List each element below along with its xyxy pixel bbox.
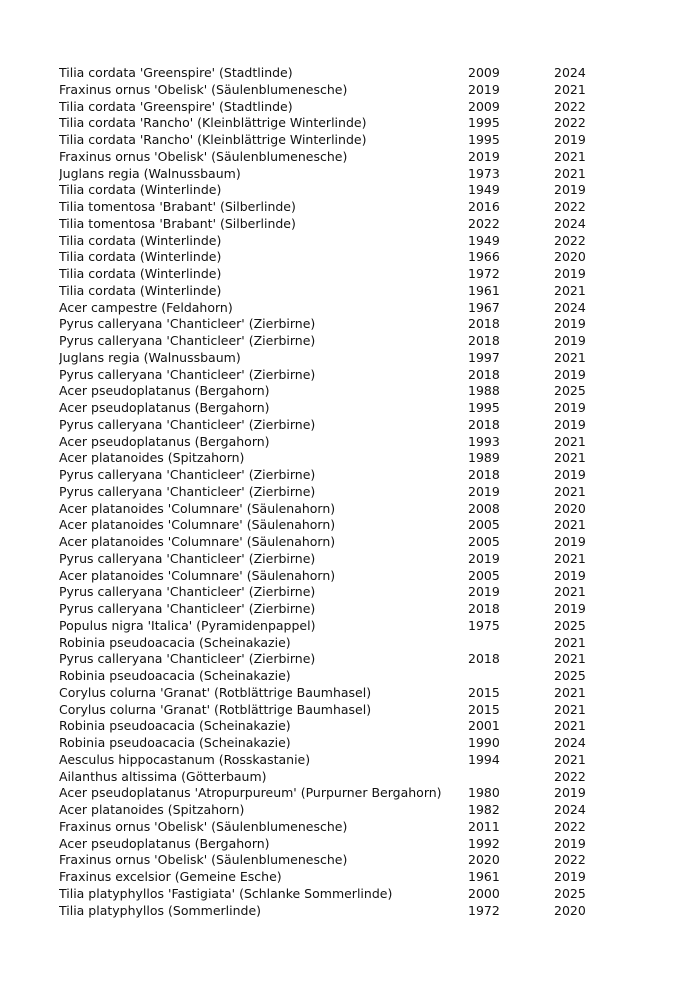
table-row: [59, 132, 599, 149]
table-row: [59, 266, 599, 283]
planting-year-cell: 1961: [468, 282, 500, 298]
table-row: [59, 668, 599, 685]
table-row: [59, 635, 599, 652]
tree-name-cell: Acer pseudoplatanus (Bergahorn): [59, 835, 270, 851]
inspection-year-cell: 2022: [554, 98, 586, 114]
tree-name-cell: Acer pseudoplatanus 'Atropurpureum' (Purpurner Bergahorn): [59, 785, 442, 801]
inspection-year-cell: 2019: [554, 467, 586, 482]
table-row: [59, 534, 599, 551]
planting-year-cell: 1982: [468, 802, 500, 817]
planting-year-cell: 1949: [468, 182, 500, 198]
planting-year-cell: [468, 769, 554, 786]
table-row: [59, 199, 599, 216]
table-row: [59, 785, 599, 802]
planting-year-cell: 1995: [468, 132, 500, 147]
inspection-year-cell: 2025: [554, 617, 586, 633]
planting-year-cell: 2018: [468, 651, 500, 667]
table-row: [59, 400, 599, 417]
inspection-year-cell: 2025: [554, 885, 586, 901]
tree-name-cell: Acer platanoides (Spitzahorn): [59, 450, 245, 466]
tree-name-cell: Acer platanoides 'Columnare' (Säulenahorn): [59, 567, 336, 583]
tree-name-cell: Robinia pseudoacacia (Scheinakazie): [59, 634, 291, 650]
table-row: [59, 300, 599, 317]
tree-name-cell: Juglans regia (Walnussbaum): [59, 165, 241, 181]
planting-year-cell: 2005: [468, 517, 500, 533]
tree-name-cell: Tilia platyphyllos 'Fastigiata' (Schlanke Sommerlinde): [59, 885, 393, 901]
planting-year-cell: 2015: [468, 701, 500, 717]
table-row: [59, 517, 599, 534]
inspection-year-cell: 2022: [554, 818, 586, 834]
inspection-year-cell: 2019: [554, 266, 586, 281]
tree-name-cell: Pyrus calleryana 'Chanticleer' (Zierbirne): [59, 651, 316, 667]
tree-name-cell: Fraxinus ornus 'Obelisk' (Säulenblumenesche): [59, 818, 348, 834]
inspection-year-cell: 2019: [554, 567, 586, 583]
planting-year-cell: 2001: [468, 718, 500, 734]
inspection-year-cell: 2022: [554, 768, 586, 784]
table-row: [59, 501, 599, 518]
table-row: [59, 752, 599, 769]
tree-name-cell: Tilia cordata (Winterlinde): [59, 182, 222, 198]
planting-year-cell: 1995: [468, 115, 500, 131]
inspection-year-cell: 2021: [554, 550, 586, 566]
table-row: [59, 333, 599, 350]
inspection-year-cell: 2022: [554, 115, 586, 131]
planting-year-cell: 1992: [468, 835, 500, 851]
planting-year-cell: 1989: [468, 450, 500, 466]
inspection-year-cell: 2021: [554, 282, 586, 298]
tree-name-cell: Pyrus calleryana 'Chanticleer' (Zierbirne): [59, 601, 316, 616]
planting-year-cell: 2020: [468, 852, 500, 868]
planting-year-cell: [468, 635, 554, 652]
inspection-year-cell: 2021: [554, 584, 586, 600]
tree-name-cell: Corylus colurna 'Granat' (Rotblättrige Baumhasel): [59, 684, 372, 700]
inspection-year-cell: 2021: [554, 349, 586, 365]
table-row: [59, 735, 599, 752]
tree-name-cell: Tilia tomentosa 'Brabant' (Silberlinde): [59, 199, 296, 214]
inspection-year-cell: 2021: [554, 165, 586, 181]
table-row: [59, 836, 599, 853]
tree-name-cell: Tilia cordata 'Greenspire' (Stadtlinde): [59, 98, 293, 114]
tree-name-cell: Acer pseudoplatanus (Bergahorn): [59, 383, 270, 399]
planting-year-cell: 1988: [468, 383, 500, 399]
inspection-year-cell: 2021: [554, 517, 586, 533]
table-row: [59, 903, 599, 920]
planting-year-cell: 2015: [468, 684, 500, 700]
tree-inventory-table: [59, 65, 599, 919]
planting-year-cell: 1973: [468, 165, 500, 181]
table-row: [59, 65, 599, 82]
table-row: [59, 350, 599, 367]
table-row: [59, 216, 599, 233]
planting-year-cell: 1961: [468, 869, 500, 884]
planting-year-cell: 1949: [468, 232, 500, 248]
inspection-year-cell: 2024: [554, 299, 586, 315]
inspection-year-cell: 2019: [554, 366, 586, 382]
planting-year-cell: 2018: [468, 416, 500, 432]
tree-table-body: [59, 65, 599, 919]
inspection-year-cell: 2024: [554, 735, 586, 750]
inspection-year-cell: 2022: [554, 232, 586, 248]
inspection-year-cell: 2019: [554, 869, 586, 884]
planting-year-cell: 2000: [468, 885, 500, 901]
planting-year-cell: 2009: [468, 65, 500, 80]
planting-year-cell: 1972: [468, 902, 500, 918]
inspection-year-cell: 2019: [554, 534, 586, 549]
inspection-year-cell: 2019: [554, 333, 586, 348]
planting-year-cell: 2019: [468, 148, 500, 164]
planting-year-cell: 2018: [468, 316, 500, 332]
inspection-year-cell: 2021: [554, 450, 586, 466]
planting-year-cell: 2016: [468, 199, 500, 214]
table-row: [59, 852, 599, 869]
planting-year-cell: 1995: [468, 400, 500, 415]
planting-year-cell: 2009: [468, 98, 500, 114]
table-row: [59, 99, 599, 116]
inspection-year-cell: 2021: [554, 483, 586, 499]
inspection-year-cell: 2019: [554, 416, 586, 432]
planting-year-cell: 1966: [468, 249, 500, 265]
tree-name-cell: Pyrus calleryana 'Chanticleer' (Zierbirne): [59, 416, 316, 432]
tree-name-cell: Acer platanoides 'Columnare' (Säulenahorn): [59, 500, 336, 516]
table-row: [59, 115, 599, 132]
inspection-year-cell: 2021: [554, 433, 586, 449]
tree-name-cell: Tilia platyphyllos (Sommerlinde): [59, 902, 262, 918]
tree-name-cell: Tilia cordata (Winterlinde): [59, 282, 222, 298]
inspection-year-cell: 2019: [554, 132, 586, 147]
inspection-year-cell: 2021: [554, 634, 586, 650]
table-row: [59, 819, 599, 836]
planting-year-cell: 2018: [468, 601, 500, 616]
planting-year-cell: 1997: [468, 349, 500, 365]
planting-year-cell: 2018: [468, 366, 500, 382]
table-row: [59, 886, 599, 903]
tree-name-cell: Pyrus calleryana 'Chanticleer' (Zierbirne): [59, 366, 316, 382]
tree-name-cell: Pyrus calleryana 'Chanticleer' (Zierbirne): [59, 550, 316, 566]
inspection-year-cell: 2024: [554, 215, 586, 231]
table-row: [59, 434, 599, 451]
tree-name-cell: Pyrus calleryana 'Chanticleer' (Zierbirne): [59, 316, 316, 332]
tree-name-cell: Aesculus hippocastanum (Rosskastanie): [59, 751, 311, 767]
table-row: [59, 149, 599, 166]
table-row: [59, 383, 599, 400]
tree-name-cell: Robinia pseudoacacia (Scheinakazie): [59, 718, 291, 734]
tree-name-cell: Pyrus calleryana 'Chanticleer' (Zierbirne): [59, 467, 316, 482]
tree-name-cell: Acer platanoides 'Columnare' (Säulenahorn): [59, 534, 336, 549]
planting-year-cell: 2019: [468, 483, 500, 499]
inspection-year-cell: 2021: [554, 651, 586, 667]
table-row: [59, 367, 599, 384]
planting-year-cell: 2005: [468, 534, 500, 549]
inspection-year-cell: 2019: [554, 785, 586, 801]
inspection-year-cell: 2019: [554, 316, 586, 332]
tree-name-cell: Acer platanoides 'Columnare' (Säulenahorn): [59, 517, 336, 533]
planting-year-cell: 2019: [468, 550, 500, 566]
tree-name-cell: Ailanthus altissima (Götterbaum): [59, 768, 267, 784]
tree-name-cell: Fraxinus ornus 'Obelisk' (Säulenblumenesche): [59, 148, 348, 164]
inspection-year-cell: 2019: [554, 601, 586, 616]
tree-name-cell: Acer pseudoplatanus (Bergahorn): [59, 433, 270, 449]
planting-year-cell: 1972: [468, 266, 500, 281]
inspection-year-cell: 2021: [554, 718, 586, 734]
tree-name-cell: Pyrus calleryana 'Chanticleer' (Zierbirne): [59, 584, 316, 600]
table-row: [59, 233, 599, 250]
planting-year-cell: 1994: [468, 751, 500, 767]
inspection-year-cell: 2020: [554, 249, 586, 265]
table-row: [59, 166, 599, 183]
tree-name-cell: Pyrus calleryana 'Chanticleer' (Zierbirne): [59, 333, 316, 348]
tree-name-cell: Tilia tomentosa 'Brabant' (Silberlinde): [59, 215, 296, 231]
table-row: [59, 316, 599, 333]
planting-year-cell: 2019: [468, 81, 500, 97]
tree-name-cell: Corylus colurna 'Granat' (Rotblättrige Baumhasel): [59, 701, 372, 717]
planting-year-cell: 2011: [468, 818, 500, 834]
inspection-year-cell: 2021: [554, 684, 586, 700]
inspection-year-cell: 2021: [554, 701, 586, 717]
inspection-year-cell: 2020: [554, 500, 586, 516]
inspection-year-cell: 2025: [554, 668, 586, 683]
table-row: [59, 584, 599, 601]
table-row: [59, 484, 599, 501]
inspection-year-cell: 2020: [554, 902, 586, 918]
table-row: [59, 651, 599, 668]
table-row: [59, 82, 599, 99]
inspection-year-cell: 2021: [554, 81, 586, 97]
tree-name-cell: Tilia cordata (Winterlinde): [59, 232, 222, 248]
inspection-year-cell: 2021: [554, 751, 586, 767]
tree-name-cell: Pyrus calleryana 'Chanticleer' (Zierbirne): [59, 483, 316, 499]
tree-name-cell: Tilia cordata (Winterlinde): [59, 266, 222, 281]
planting-year-cell: 1980: [468, 785, 500, 801]
tree-name-cell: Tilia cordata 'Rancho' (Kleinblättrige Winterlinde): [59, 132, 367, 147]
tree-name-cell: Robinia pseudoacacia (Scheinakazie): [59, 668, 291, 683]
inspection-year-cell: 2025: [554, 383, 586, 399]
planting-year-cell: 2019: [468, 584, 500, 600]
table-row: [59, 249, 599, 266]
tree-name-cell: Juglans regia (Walnussbaum): [59, 349, 241, 365]
tree-name-cell: Acer campestre (Feldahorn): [59, 299, 233, 315]
tree-name-cell: Populus nigra 'Italica' (Pyramidenpappel): [59, 617, 316, 633]
table-row: [59, 718, 599, 735]
tree-name-cell: Robinia pseudoacacia (Scheinakazie): [59, 735, 291, 750]
tree-name-cell: Tilia cordata 'Rancho' (Kleinblättrige Winterlinde): [59, 115, 367, 131]
tree-name-cell: Fraxinus ornus 'Obelisk' (Säulenblumenesche): [59, 81, 348, 97]
inspection-year-cell: 2022: [554, 199, 586, 214]
planting-year-cell: 2018: [468, 333, 500, 348]
table-row: [59, 182, 599, 199]
table-row: [59, 467, 599, 484]
inspection-year-cell: 2024: [554, 802, 586, 817]
inspection-year-cell: 2019: [554, 182, 586, 198]
planting-year-cell: 2008: [468, 500, 500, 516]
table-row: [59, 568, 599, 585]
inspection-year-cell: 2019: [554, 835, 586, 851]
inspection-year-cell: 2024: [554, 65, 586, 80]
tree-name-cell: Tilia cordata 'Greenspire' (Stadtlinde): [59, 65, 293, 80]
planting-year-cell: 1967: [468, 299, 500, 315]
planting-year-cell: [468, 668, 554, 685]
planting-year-cell: 2022: [468, 215, 500, 231]
planting-year-cell: 2018: [468, 467, 500, 482]
table-row: [59, 283, 599, 300]
inspection-year-cell: 2021: [554, 148, 586, 164]
table-row: [59, 450, 599, 467]
inspection-year-cell: 2019: [554, 400, 586, 415]
table-row: [59, 685, 599, 702]
table-row: [59, 551, 599, 568]
table-row: [59, 702, 599, 719]
planting-year-cell: 2005: [468, 567, 500, 583]
tree-name-cell: Acer platanoides (Spitzahorn): [59, 802, 245, 817]
table-row: [59, 869, 599, 886]
table-row: [59, 802, 599, 819]
planting-year-cell: 1990: [468, 735, 500, 750]
tree-name-cell: Tilia cordata (Winterlinde): [59, 249, 222, 265]
planting-year-cell: 1993: [468, 433, 500, 449]
table-row: [59, 618, 599, 635]
tree-name-cell: Acer pseudoplatanus (Bergahorn): [59, 400, 270, 415]
table-row: [59, 417, 599, 434]
table-row: [59, 601, 599, 618]
inspection-year-cell: 2022: [554, 852, 586, 868]
tree-name-cell: Fraxinus ornus 'Obelisk' (Säulenblumenesche): [59, 852, 348, 868]
planting-year-cell: 1975: [468, 617, 500, 633]
table-row: [59, 769, 599, 786]
tree-name-cell: Fraxinus excelsior (Gemeine Esche): [59, 869, 282, 884]
